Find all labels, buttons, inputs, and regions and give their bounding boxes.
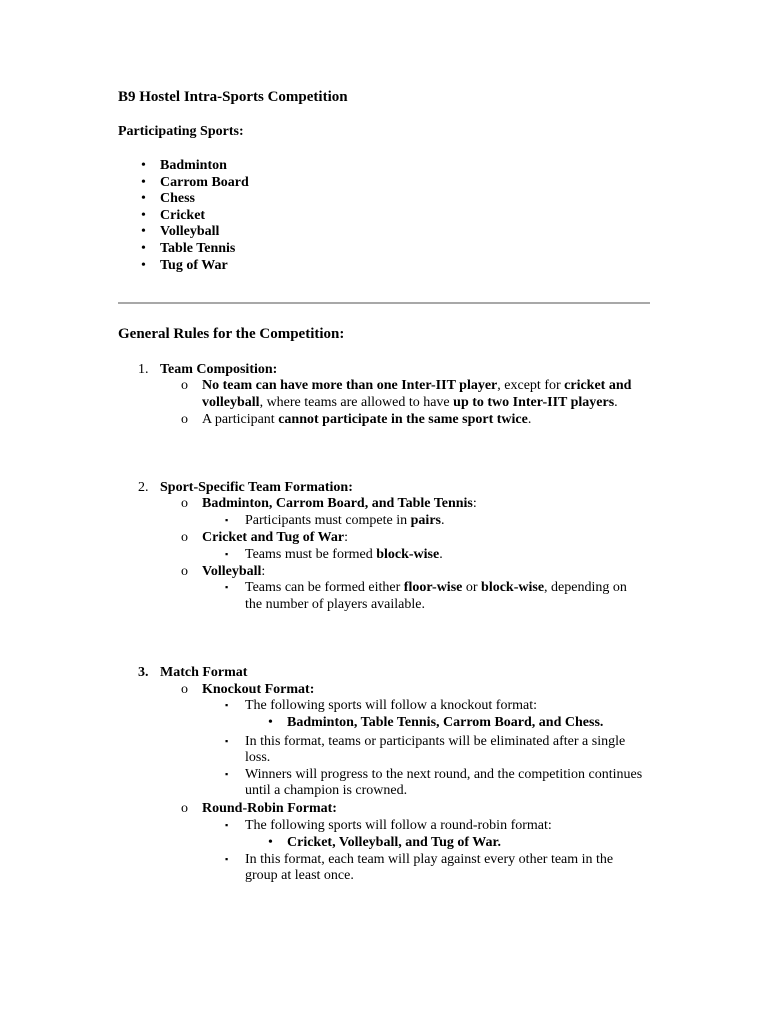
rule-line: the number of players available. <box>245 597 425 612</box>
bullet-icon: • <box>141 208 146 223</box>
square-bullet-icon: ▪ <box>225 515 229 525</box>
sport-item: Table Tennis <box>160 241 236 256</box>
section-title: Match Format <box>160 665 248 680</box>
bullet-icon: • <box>141 224 146 239</box>
group-label: Badminton, Carrom Board, and Table Tennis: <box>202 496 477 511</box>
circle-bullet-icon: o <box>181 682 188 697</box>
bullet-icon: • <box>268 835 273 850</box>
circle-bullet-icon: o <box>181 564 188 579</box>
bullet-icon: • <box>141 158 146 173</box>
rule-line: Teams can be formed either floor-wise or block-wise, depending on <box>245 580 627 595</box>
circle-bullet-icon: o <box>181 496 188 511</box>
bullet-icon: • <box>268 715 273 730</box>
rule-line: loss. <box>245 750 271 765</box>
rule-line: Participants must compete in pairs. <box>245 513 445 528</box>
sport-item: Volleyball <box>160 224 220 239</box>
circle-bullet-icon: o <box>181 412 188 427</box>
sport-item: Carrom Board <box>160 175 249 190</box>
rule-line: In this format, teams or participants will be eliminated after a single <box>245 734 626 749</box>
rule-line: Winners will progress to the next round, and the competition continues <box>245 767 643 782</box>
square-bullet-icon: ▪ <box>225 820 229 830</box>
group-label: Cricket and Tug of War: <box>202 530 348 545</box>
sport-item: Badminton <box>160 158 227 173</box>
section-number: 2. <box>138 480 149 495</box>
circle-bullet-icon: o <box>181 530 188 545</box>
rule-line: The following sports will follow a knockout format: <box>245 698 538 713</box>
square-bullet-icon: ▪ <box>225 700 229 710</box>
bullet-icon: • <box>141 241 146 256</box>
rule-line: The following sports will follow a round-robin format: <box>245 818 552 833</box>
rule-line: In this format, each team will play against every other team in the <box>245 852 614 867</box>
sports-heading: Participating Sports: <box>118 124 244 139</box>
sport-item: Cricket <box>160 208 206 223</box>
bullet-icon: • <box>141 258 146 273</box>
rule-line: until a champion is crowned. <box>245 783 408 798</box>
group-label: Volleyball: <box>202 564 266 579</box>
document-title: B9 Hostel Intra-Sports Competition <box>118 89 348 105</box>
rule-line: volleyball, where teams are allowed to have up to two Inter-IIT players. <box>202 395 618 410</box>
group-label: Round-Robin Format: <box>202 801 337 816</box>
rule-line: Teams must be formed block-wise. <box>245 547 443 562</box>
rule-line: No team can have more than one Inter-IIT player, except for cricket and <box>202 378 632 393</box>
section-number: 1. <box>138 362 149 377</box>
circle-bullet-icon: o <box>181 801 188 816</box>
group-label: Knockout Format: <box>202 682 315 697</box>
rule-line: Badminton, Table Tennis, Carrom Board, and Chess. <box>287 715 604 730</box>
sport-item: Tug of War <box>160 258 228 273</box>
rule-line: group at least once. <box>245 868 354 883</box>
square-bullet-icon: ▪ <box>225 736 229 746</box>
rule-line: Cricket, Volleyball, and Tug of War. <box>287 835 501 850</box>
bullet-icon: • <box>141 191 146 206</box>
circle-bullet-icon: o <box>181 378 188 393</box>
rules-heading: General Rules for the Competition: <box>118 326 345 342</box>
rule-line: A participant cannot participate in the same sport twice. <box>202 412 532 427</box>
horizontal-divider <box>118 302 650 304</box>
square-bullet-icon: ▪ <box>225 582 229 592</box>
section-number: 3. <box>138 665 149 680</box>
section-title: Team Composition: <box>160 362 278 377</box>
bullet-icon: • <box>141 175 146 190</box>
sport-item: Chess <box>160 191 196 206</box>
section-title: Sport-Specific Team Formation: <box>160 480 353 495</box>
square-bullet-icon: ▪ <box>225 549 229 559</box>
square-bullet-icon: ▪ <box>225 769 229 779</box>
square-bullet-icon: ▪ <box>225 854 229 864</box>
